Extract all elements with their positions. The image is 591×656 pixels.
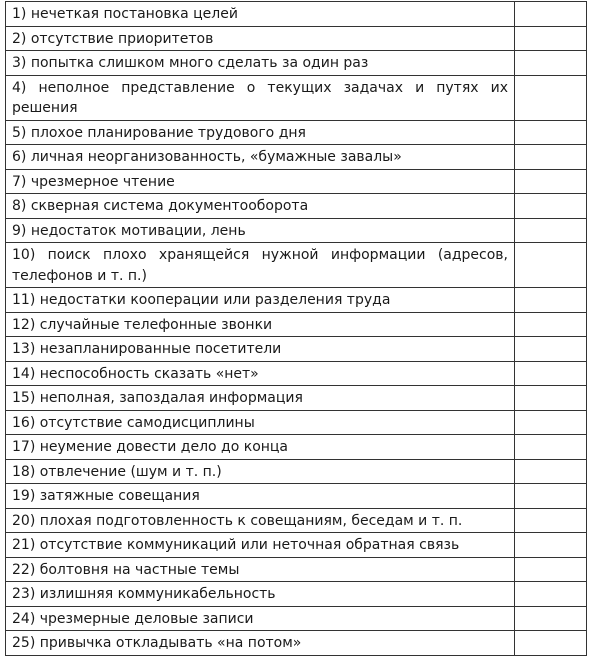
empty-mark-cell xyxy=(515,557,587,582)
item-text-cell: 14) неспособность сказать «нет» xyxy=(6,361,515,386)
item-text-cell: 6) личная неорганизованность, «бумажные завалы» xyxy=(6,145,515,170)
table-row xyxy=(6,2,587,27)
item-text-cell: 13) незапланированные посетители xyxy=(6,337,515,362)
table-row xyxy=(6,288,587,313)
item-text-cell: 22) болтовня на частные темы xyxy=(6,557,515,582)
item-text-cell: 3) попытка слишком много сделать за один раз xyxy=(6,51,515,76)
table-row xyxy=(6,386,587,411)
item-text-cell: 7) чрезмерное чтение xyxy=(6,169,515,194)
item-text-cell: 24) чрезмерные деловые записи xyxy=(6,606,515,631)
table-row xyxy=(6,169,587,194)
empty-mark-cell xyxy=(515,243,587,288)
empty-mark-cell xyxy=(515,435,587,460)
empty-mark-cell xyxy=(515,169,587,194)
table-row xyxy=(6,557,587,582)
table-row xyxy=(6,243,587,288)
item-text-cell: 17) неумение довести дело до конца xyxy=(6,435,515,460)
table-body xyxy=(6,2,587,656)
item-text-cell: 16) отсутствие самодисциплины xyxy=(6,410,515,435)
empty-mark-cell xyxy=(515,606,587,631)
empty-mark-cell xyxy=(515,145,587,170)
table-row xyxy=(6,508,587,533)
item-text-cell: 11) недостатки кооперации или разделения труда xyxy=(6,288,515,313)
table-row xyxy=(6,631,587,656)
empty-mark-cell xyxy=(515,410,587,435)
table-row xyxy=(6,218,587,243)
empty-mark-cell xyxy=(515,194,587,219)
item-text-cell: 19) затяжные совещания xyxy=(6,484,515,509)
empty-mark-cell xyxy=(515,288,587,313)
empty-mark-cell xyxy=(515,26,587,51)
table-row xyxy=(6,26,587,51)
empty-mark-cell xyxy=(515,459,587,484)
table-row xyxy=(6,75,587,120)
empty-mark-cell xyxy=(515,2,587,27)
item-text-cell: 9) недостаток мотивации, лень xyxy=(6,218,515,243)
empty-mark-cell xyxy=(515,337,587,362)
empty-mark-cell xyxy=(515,120,587,145)
empty-mark-cell xyxy=(515,582,587,607)
empty-mark-cell xyxy=(515,361,587,386)
table-row xyxy=(6,312,587,337)
table-row xyxy=(6,533,587,558)
table-row xyxy=(6,145,587,170)
empty-mark-cell xyxy=(515,218,587,243)
item-text-cell: 10) поиск плохо хранящейся нужной информации (адресов, телефонов и т. п.) xyxy=(6,243,515,288)
item-text-cell: 4) неполное представление о текущих задачах и путях их решения xyxy=(6,75,515,120)
item-text-cell: 12) случайные телефонные звонки xyxy=(6,312,515,337)
table-row xyxy=(6,51,587,76)
time-wasters-table xyxy=(5,1,587,656)
table-row xyxy=(6,606,587,631)
table-row xyxy=(6,459,587,484)
table-row xyxy=(6,120,587,145)
item-text-cell: 23) излишняя коммуникабельность xyxy=(6,582,515,607)
table-row xyxy=(6,435,587,460)
empty-mark-cell xyxy=(515,533,587,558)
item-text-cell: 15) неполная, запоздалая информация xyxy=(6,386,515,411)
table-row xyxy=(6,410,587,435)
table-row xyxy=(6,194,587,219)
empty-mark-cell xyxy=(515,386,587,411)
table-row xyxy=(6,484,587,509)
item-text-cell: 1) нечеткая постановка целей xyxy=(6,2,515,27)
item-text-cell: 5) плохое планирование трудового дня xyxy=(6,120,515,145)
item-text-cell: 8) скверная система документооборота xyxy=(6,194,515,219)
empty-mark-cell xyxy=(515,508,587,533)
item-text-cell: 2) отсутствие приоритетов xyxy=(6,26,515,51)
empty-mark-cell xyxy=(515,51,587,76)
item-text-cell: 25) привычка откладывать «на потом» xyxy=(6,631,515,656)
item-text-cell: 18) отвлечение (шум и т. п.) xyxy=(6,459,515,484)
table-row xyxy=(6,361,587,386)
table-row xyxy=(6,582,587,607)
empty-mark-cell xyxy=(515,312,587,337)
item-text-cell: 21) отсутствие коммуникаций или неточная обратная связь xyxy=(6,533,515,558)
table-row xyxy=(6,337,587,362)
item-text-cell: 20) плохая подготовленность к совещаниям, беседам и т. п. xyxy=(6,508,515,533)
empty-mark-cell xyxy=(515,484,587,509)
empty-mark-cell xyxy=(515,631,587,656)
empty-mark-cell xyxy=(515,75,587,120)
